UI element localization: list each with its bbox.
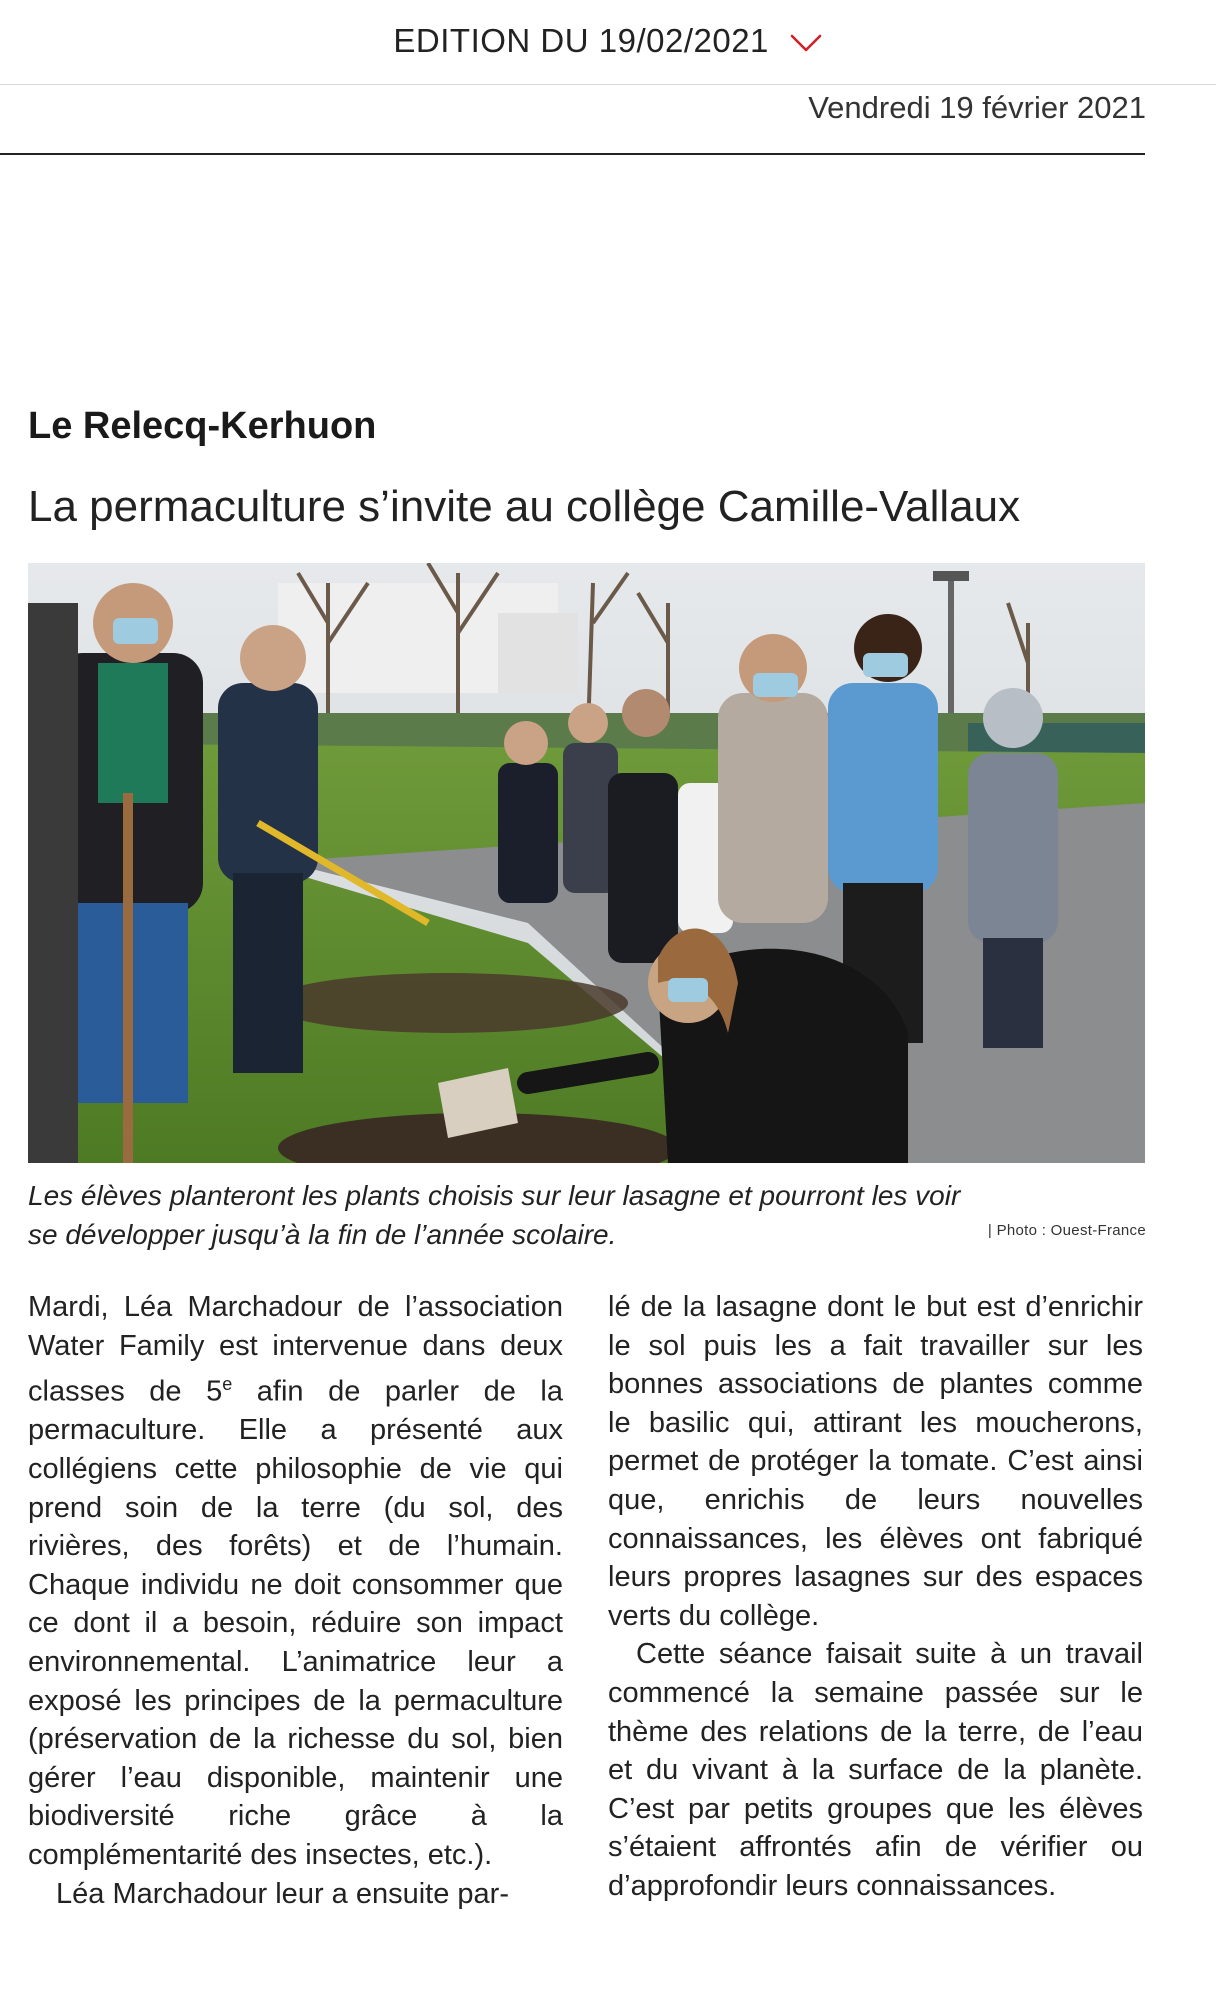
ordinal-superscript: e bbox=[222, 1374, 233, 1395]
caption-line-2: se développer jusqu’à la fin de l’année scolaire. bbox=[28, 1219, 617, 1250]
paragraph: lé de la lasagne dont le but est d’enrichir le sol puis les a fait travailler sur les bonnes associations de plantes comme le basilic qui, attirant les moucherons, permet de protéger la tomate. C’est ainsi que, enrichis de leurs nouvelles connaissances, les élèves ont fabriqué leurs propres lasagnes sur des espaces verts du collège. bbox=[608, 1291, 1143, 1632]
photo-caption bbox=[28, 1176, 1068, 1254]
paragraph: Cette séance faisait suite à un travail commencé la semaine passée sur le thème des relations de la terre, de l’eau et du vivant à la surface de la planète. C’est par petits groupes que les élèves s’étaient affrontés afin de vérifier ou d’approfondir leurs connaissances. bbox=[608, 1638, 1143, 1902]
paragraph bbox=[28, 1288, 563, 1875]
header-divider bbox=[0, 153, 1145, 155]
edition-label[interactable]: EDITION DU 19/02/2021 bbox=[393, 22, 769, 59]
paragraph: Léa Marchadour leur a ensuite par- bbox=[56, 1877, 509, 1910]
publication-date: Vendredi 19 février 2021 bbox=[808, 90, 1146, 125]
edition-bar bbox=[0, 0, 1216, 85]
photo-credit: | Photo : Ouest-France bbox=[987, 1222, 1146, 1239]
article-photo bbox=[28, 563, 1145, 1163]
students-planting-photo bbox=[28, 563, 1145, 1163]
paragraph-text: afin de parler de la permaculture. Elle a présenté aux collégiens cette philosophie de vie qui prend soin de la terre (du sol, des rivières, des forêts) et de l’humain. Chaque individu ne doit consommer que ce dont il a besoin, réduire son impact environnemental. L’animatrice leur a exposé les principes de la permaculture (préservation de la richesse du sol, bien gérer l’eau disponible, maintenir une biodiversité riche grâce à la complémentarité des insectes, etc.). bbox=[28, 1375, 563, 1871]
paragraph-text: Mardi, Léa Marchadour de l’association Water Family est intervenue dans deux classes de 5 bbox=[28, 1291, 563, 1408]
article-column-2 bbox=[608, 1288, 1143, 1906]
chevron-down-icon[interactable] bbox=[789, 33, 823, 53]
article-location: Le Relecq-Kerhuon bbox=[28, 405, 377, 447]
edition-selector[interactable] bbox=[0, 22, 1216, 60]
article-headline: La permaculture s’invite au collège Camille-Vallaux bbox=[28, 482, 1021, 531]
article-column-1 bbox=[28, 1288, 563, 1913]
caption-line-1: Les élèves planteront les plants choisis sur leur lasagne et pourront les voir bbox=[28, 1180, 961, 1211]
